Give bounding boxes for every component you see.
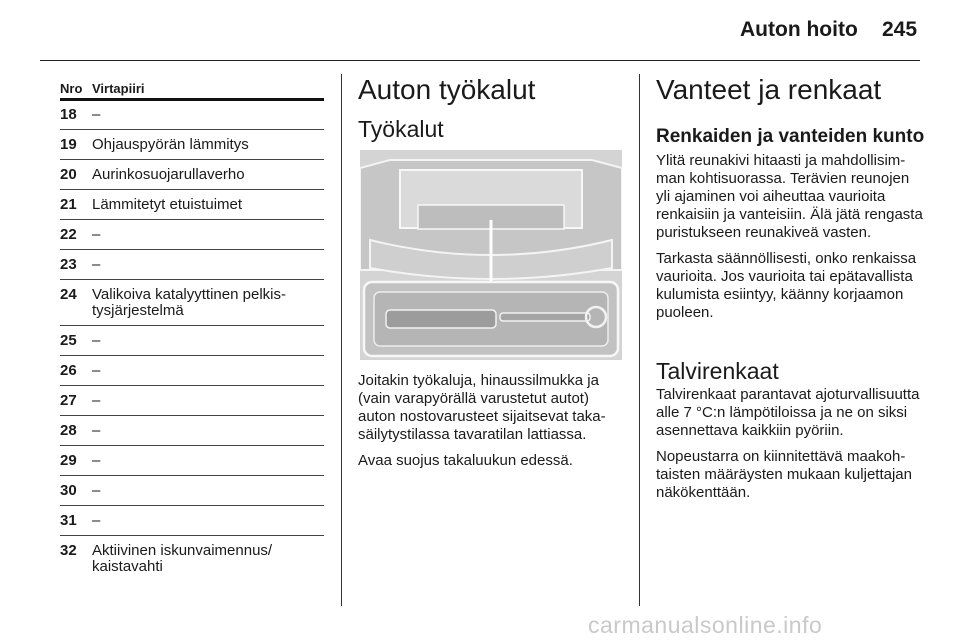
fuse-circuit: –	[92, 482, 101, 499]
fuse-number: 29	[60, 452, 77, 469]
fuse-number: 25	[60, 332, 77, 349]
car-jack	[386, 310, 496, 328]
row-divider	[60, 415, 324, 416]
fuse-circuit: –	[92, 226, 101, 243]
column-divider-1	[341, 74, 342, 606]
row-divider	[60, 325, 324, 326]
winter-paragraph-1: Talvirenkaat parantavat ajoturvallisuutta alle 7 °C:n lämpötiloissa ja ne on siksi asennettava kaikkiin pyöriin.	[656, 386, 920, 439]
fuse-circuit: –	[92, 512, 101, 529]
winter-paragraph-2: Nopeustarra on kiinnitettävä maakohtaisten määräysten mukaan kuljettajan näkökenttään.	[656, 448, 912, 501]
trunk-tools-illustration	[360, 150, 622, 360]
header-rule	[40, 60, 920, 61]
page-header-title: Auton hoito	[740, 18, 858, 41]
row-divider	[60, 445, 324, 446]
fuse-number: 30	[60, 482, 77, 499]
row-divider	[60, 279, 324, 280]
fuse-number: 28	[60, 422, 77, 439]
tools-paragraph-2: Avaa suojus takaluukun edessä.	[358, 452, 573, 469]
fuse-table-header-rule	[60, 98, 324, 101]
condition-body	[656, 152, 924, 330]
condition-paragraph-1: Ylitä reunakivi hitaasti ja mahdollisimman kohtisuorassa. Terävien reunojen yli ajaminen voi aiheuttaa vaurioita renkaisiin ja vanteisiin. Älä jätä rengasta puristukseen reunakiveä vasten.	[656, 152, 923, 241]
fuse-table	[60, 80, 324, 575]
fuse-circuit: –	[92, 332, 101, 349]
fuse-table-row	[60, 423, 324, 439]
fuse-circuit: –	[92, 452, 101, 469]
fuse-table-header	[60, 80, 324, 96]
section-title-wheels: Vanteet ja renkaat	[656, 74, 882, 105]
fuse-circuit: –	[92, 422, 101, 439]
row-divider	[60, 475, 324, 476]
fuse-number: 22	[60, 226, 77, 243]
row-divider	[60, 219, 324, 220]
fuse-table-row	[60, 197, 324, 213]
row-divider	[60, 189, 324, 190]
fuse-table-row	[60, 513, 324, 529]
row-divider	[60, 385, 324, 386]
winter-body	[656, 386, 924, 510]
row-divider	[60, 129, 324, 130]
fuse-circuit: –	[92, 256, 101, 273]
fuse-circuit: Lämmitetyt etuistuimet	[92, 196, 243, 213]
row-divider	[60, 159, 324, 160]
fuse-table-row	[60, 453, 324, 469]
fuse-table-row	[60, 483, 324, 499]
fuse-table-row	[60, 107, 324, 123]
fuse-circuit: –	[92, 362, 101, 379]
fuse-table-row	[60, 543, 324, 575]
fuse-table-body	[60, 107, 324, 575]
tools-body	[358, 372, 624, 478]
condition-paragraph-2: Tarkasta säännöllisesti, onko renkaissa vaurioita. Jos vaurioita tai epätavallista kulumista esiintyy, käänny korjaamon puoleen.	[656, 250, 917, 321]
fuse-circuit: Valikoiva katalyyttinen pelkistysjärjestelmä	[92, 286, 286, 319]
row-divider	[60, 505, 324, 506]
subsection-title-winter-tyres: Talvirenkaat	[656, 358, 779, 384]
watermark: carmanualsonline.info	[588, 612, 823, 638]
fuse-number: 27	[60, 392, 77, 409]
fuse-number: 18	[60, 106, 77, 123]
subsection-title-tools: Työkalut	[358, 116, 444, 142]
fuse-table-row	[60, 137, 324, 153]
fuse-number: 24	[60, 286, 77, 303]
fuse-table-row	[60, 333, 324, 349]
column-header-circuit: Virtapiiri	[92, 81, 145, 96]
fuse-number: 21	[60, 196, 77, 213]
fuse-circuit: Aktiivinen iskunvaimennus/ kaistavahti	[92, 542, 273, 575]
fuse-table-row	[60, 257, 324, 273]
fuse-table-row	[60, 393, 324, 409]
fuse-circuit: –	[92, 392, 101, 409]
fuse-number: 31	[60, 512, 77, 529]
fuse-circuit: Aurinkosuojarullaverho	[92, 166, 245, 183]
fuse-table-row	[60, 227, 324, 243]
column-divider-2	[639, 74, 640, 606]
subsection-title-condition: Renkaiden ja vanteiden kunto	[656, 126, 925, 147]
page-number: 245	[882, 18, 918, 41]
wheel-wrench	[500, 313, 590, 321]
fuse-circuit: –	[92, 106, 101, 123]
row-divider	[60, 535, 324, 536]
fuse-number: 23	[60, 256, 77, 273]
fuse-number: 26	[60, 362, 77, 379]
section-title-tools: Auton työkalut	[358, 74, 536, 105]
fuse-table-row	[60, 363, 324, 379]
fuse-circuit: Ohjauspyörän lämmitys	[92, 136, 249, 153]
row-divider	[60, 249, 324, 250]
fuse-number: 32	[60, 542, 77, 559]
fuse-table-row	[60, 287, 324, 319]
tools-paragraph-1: Joitakin työkaluja, hinaussilmukka ja (vain varapyörällä varustetut autot) auton nostovarusteet sijaitsevat takasäilytystilassa tavaratilan lattiassa.	[358, 372, 606, 443]
row-divider	[60, 355, 324, 356]
fuse-number: 19	[60, 136, 77, 153]
fuse-table-row	[60, 167, 324, 183]
column-header-number: Nro	[60, 81, 83, 96]
fuse-number: 20	[60, 166, 77, 183]
